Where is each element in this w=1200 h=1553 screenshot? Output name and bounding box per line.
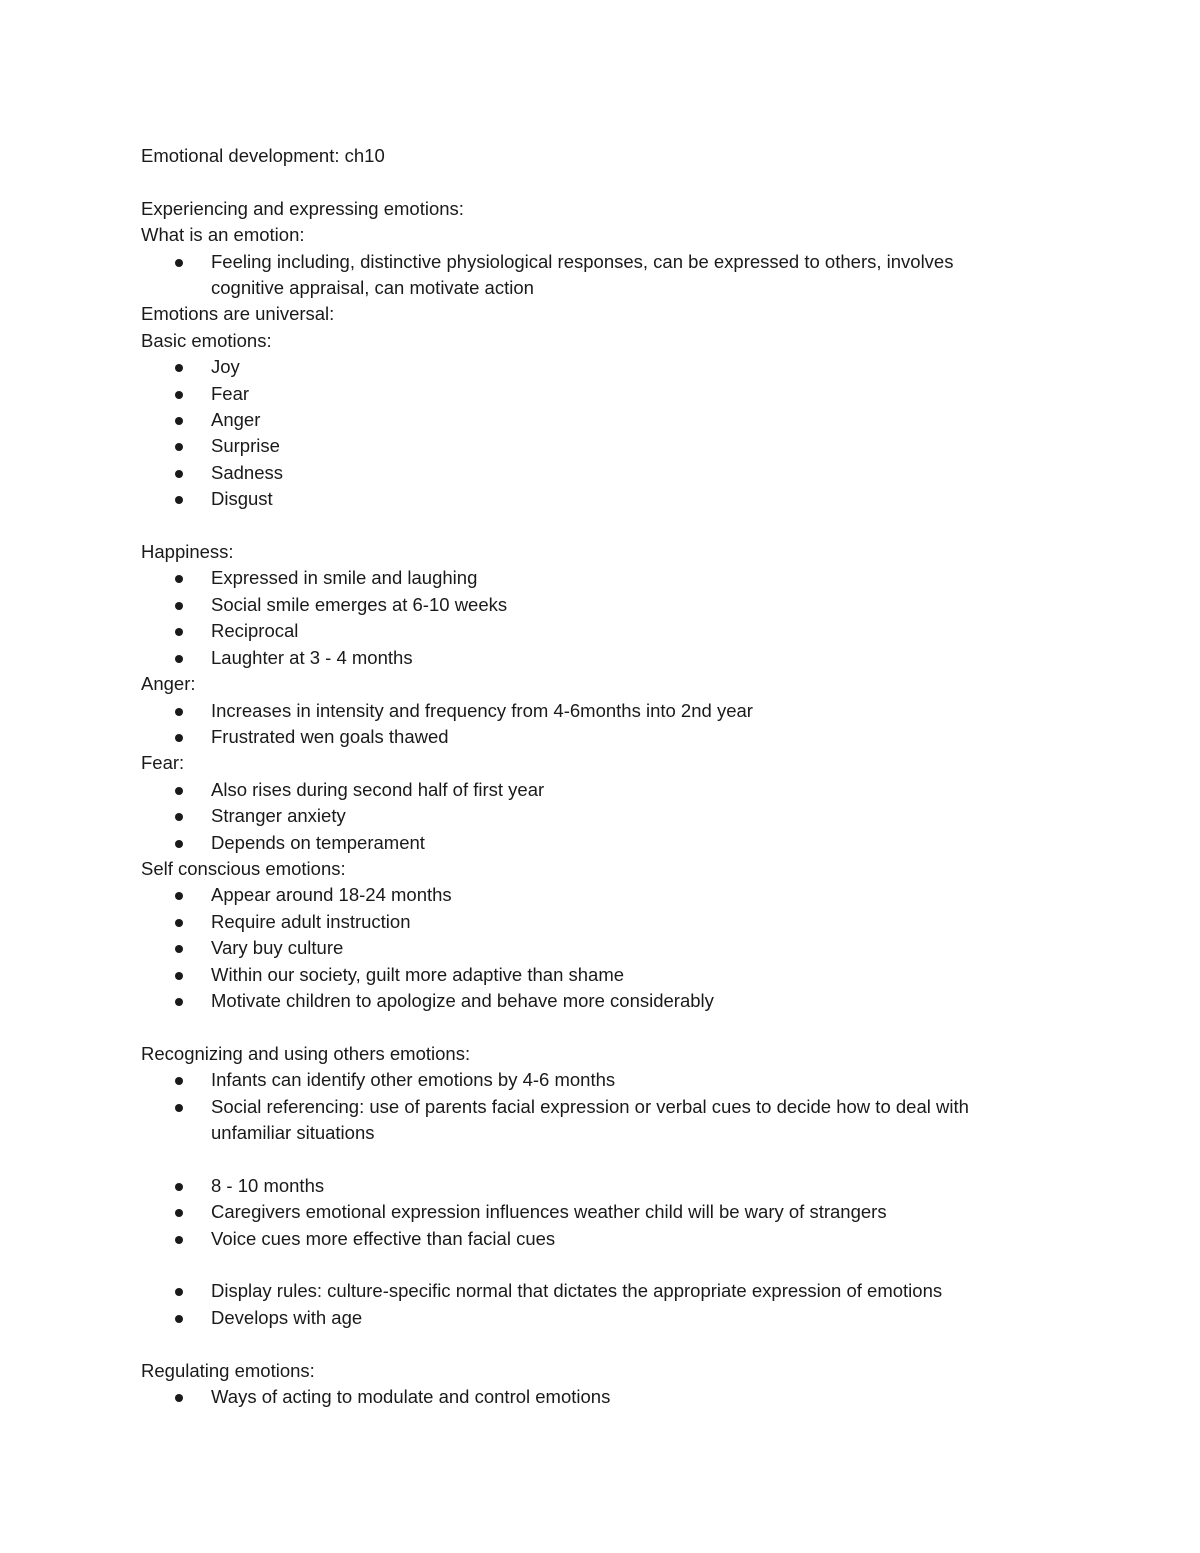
- bullet-icon: [175, 1236, 183, 1244]
- list-item: [141, 962, 1031, 988]
- list-item: [141, 1305, 1031, 1331]
- bullet-icon: [175, 1209, 183, 1217]
- list-item-text: Stranger anxiety: [211, 805, 346, 827]
- bullet-list: [141, 354, 1041, 512]
- list-item: [141, 803, 1031, 829]
- list-item: [141, 698, 1031, 724]
- section-heading: Recognizing and using others emotions:: [141, 1042, 471, 1064]
- list-item: [141, 354, 1031, 380]
- list-item-text: Social smile emerges at 6-10 weeks: [211, 593, 508, 615]
- bullet-icon: [175, 602, 183, 610]
- list-item-text: Increases in intensity and frequency from 4-6months into 2nd year: [211, 699, 753, 721]
- bullet-icon: [175, 840, 183, 848]
- list-item: [141, 830, 1031, 856]
- document-body: [141, 143, 1041, 1410]
- list-item-text: Motivate children to apologize and behave more considerably: [211, 989, 714, 1011]
- list-item-text: 8 - 10 months: [211, 1174, 325, 1196]
- list-item-text: Social referencing: use of parents facial expression or verbal cues to decide how to deal with unfamiliar situations: [211, 1095, 969, 1143]
- list-item-text: Sadness: [211, 461, 283, 483]
- list-item-text: Ways of acting to modulate and control emotions: [211, 1386, 611, 1407]
- list-item-text: Display rules: culture-specific normal that dictates the appropriate expression of emotions: [211, 1280, 943, 1302]
- bullet-icon: [175, 259, 183, 267]
- section-heading: Fear:: [141, 752, 185, 774]
- bullet-icon: [175, 998, 183, 1006]
- list-item: [141, 407, 1031, 433]
- blank-line: [141, 513, 1041, 539]
- list-item-text: Vary buy culture: [211, 937, 344, 959]
- section-heading: Emotional development: ch10: [141, 145, 385, 166]
- bullet-icon: [175, 1183, 183, 1191]
- list-item: [141, 618, 1031, 644]
- section-heading: What is an emotion:: [141, 224, 305, 246]
- list-item-text: Fear: [211, 382, 250, 404]
- bullet-list: [141, 882, 1041, 1014]
- section-heading: Happiness:: [141, 541, 234, 563]
- list-item: [141, 592, 1031, 618]
- bullet-icon: [175, 1077, 183, 1085]
- section-heading: Anger:: [141, 673, 196, 695]
- bullet-icon: [175, 443, 183, 451]
- list-item-text: Develops with age: [211, 1306, 363, 1328]
- list-item-text: Appear around 18-24 months: [211, 884, 452, 906]
- bullet-icon: [175, 1315, 183, 1323]
- list-item: [141, 1067, 1031, 1093]
- bullet-icon: [175, 470, 183, 478]
- section-heading: Regulating emotions:: [141, 1359, 315, 1381]
- bullet-icon: [175, 391, 183, 399]
- blank-line: [141, 169, 1041, 195]
- list-item: [141, 882, 1031, 908]
- list-item-text: Voice cues more effective than facial cues: [211, 1227, 556, 1249]
- blank-line: [141, 1252, 1041, 1278]
- list-item: [141, 381, 1031, 407]
- blank-line: [141, 1331, 1041, 1357]
- bullet-icon: [175, 734, 183, 742]
- bullet-list: [141, 1173, 1041, 1252]
- bullet-icon: [175, 708, 183, 716]
- list-item-text: Within our society, guilt more adaptive than shame: [211, 963, 625, 985]
- bullet-icon: [175, 655, 183, 663]
- list-item: [141, 935, 1031, 961]
- list-item: [141, 1094, 1031, 1147]
- section-heading: Self conscious emotions:: [141, 857, 346, 879]
- list-item: [141, 486, 1031, 512]
- bullet-icon: [175, 628, 183, 636]
- bullet-icon: [175, 787, 183, 795]
- list-item: [141, 777, 1031, 803]
- list-item: [141, 909, 1031, 935]
- list-item: [141, 565, 1031, 591]
- bullet-icon: [175, 1394, 183, 1402]
- bullet-icon: [175, 945, 183, 953]
- list-item: [141, 433, 1031, 459]
- list-item-text: Disgust: [211, 488, 273, 510]
- list-item: [141, 1278, 1031, 1304]
- section-heading: Emotions are universal:: [141, 303, 335, 325]
- list-item-text: Joy: [211, 356, 240, 378]
- list-item: [141, 645, 1031, 671]
- list-item: [141, 988, 1031, 1014]
- list-item-text: Require adult instruction: [211, 910, 411, 932]
- list-item: [141, 1173, 1031, 1199]
- bullet-list: [141, 565, 1041, 671]
- list-item: [141, 1199, 1031, 1225]
- list-item-text: Laughter at 3 - 4 months: [211, 646, 413, 668]
- list-item-text: Frustrated wen goals thawed: [211, 725, 449, 747]
- list-item-text: Anger: [211, 409, 261, 431]
- list-item-text: Feeling including, distinctive physiological responses, can be expressed to others, involves cognitive appraisal, can motivate action: [211, 250, 954, 299]
- bullet-icon: [175, 919, 183, 927]
- bullet-list: [141, 1278, 1041, 1331]
- list-item: [141, 460, 1031, 486]
- bullet-icon: [175, 892, 183, 900]
- list-item-text: Caregivers emotional expression influences weather child will be wary of strangers: [211, 1201, 887, 1223]
- bullet-icon: [175, 1104, 183, 1112]
- list-item: [141, 724, 1031, 750]
- list-item-text: Expressed in smile and laughing: [211, 567, 478, 589]
- section-heading: Experiencing and expressing emotions:: [141, 197, 464, 219]
- list-item-text: Depends on temperament: [211, 831, 425, 853]
- list-item: [141, 1384, 1031, 1410]
- bullet-icon: [175, 364, 183, 372]
- list-item-text: Surprise: [211, 435, 280, 457]
- section-heading: Basic emotions:: [141, 329, 272, 351]
- bullet-list: [141, 777, 1041, 856]
- bullet-icon: [175, 575, 183, 583]
- list-item-text: Reciprocal: [211, 620, 299, 642]
- bullet-icon: [175, 496, 183, 504]
- blank-line: [141, 1146, 1041, 1172]
- list-item-text: Also rises during second half of first year: [211, 778, 545, 800]
- bullet-list: [141, 249, 1041, 302]
- bullet-list: [141, 1384, 1041, 1410]
- blank-line: [141, 1014, 1041, 1040]
- bullet-icon: [175, 972, 183, 980]
- bullet-icon: [175, 813, 183, 821]
- list-item: [141, 249, 1031, 302]
- bullet-icon: [175, 417, 183, 425]
- list-item-text: Infants can identify other emotions by 4-6 months: [211, 1069, 616, 1091]
- bullet-list: [141, 698, 1041, 751]
- list-item: [141, 1226, 1031, 1252]
- bullet-icon: [175, 1288, 183, 1296]
- bullet-list: [141, 1067, 1041, 1146]
